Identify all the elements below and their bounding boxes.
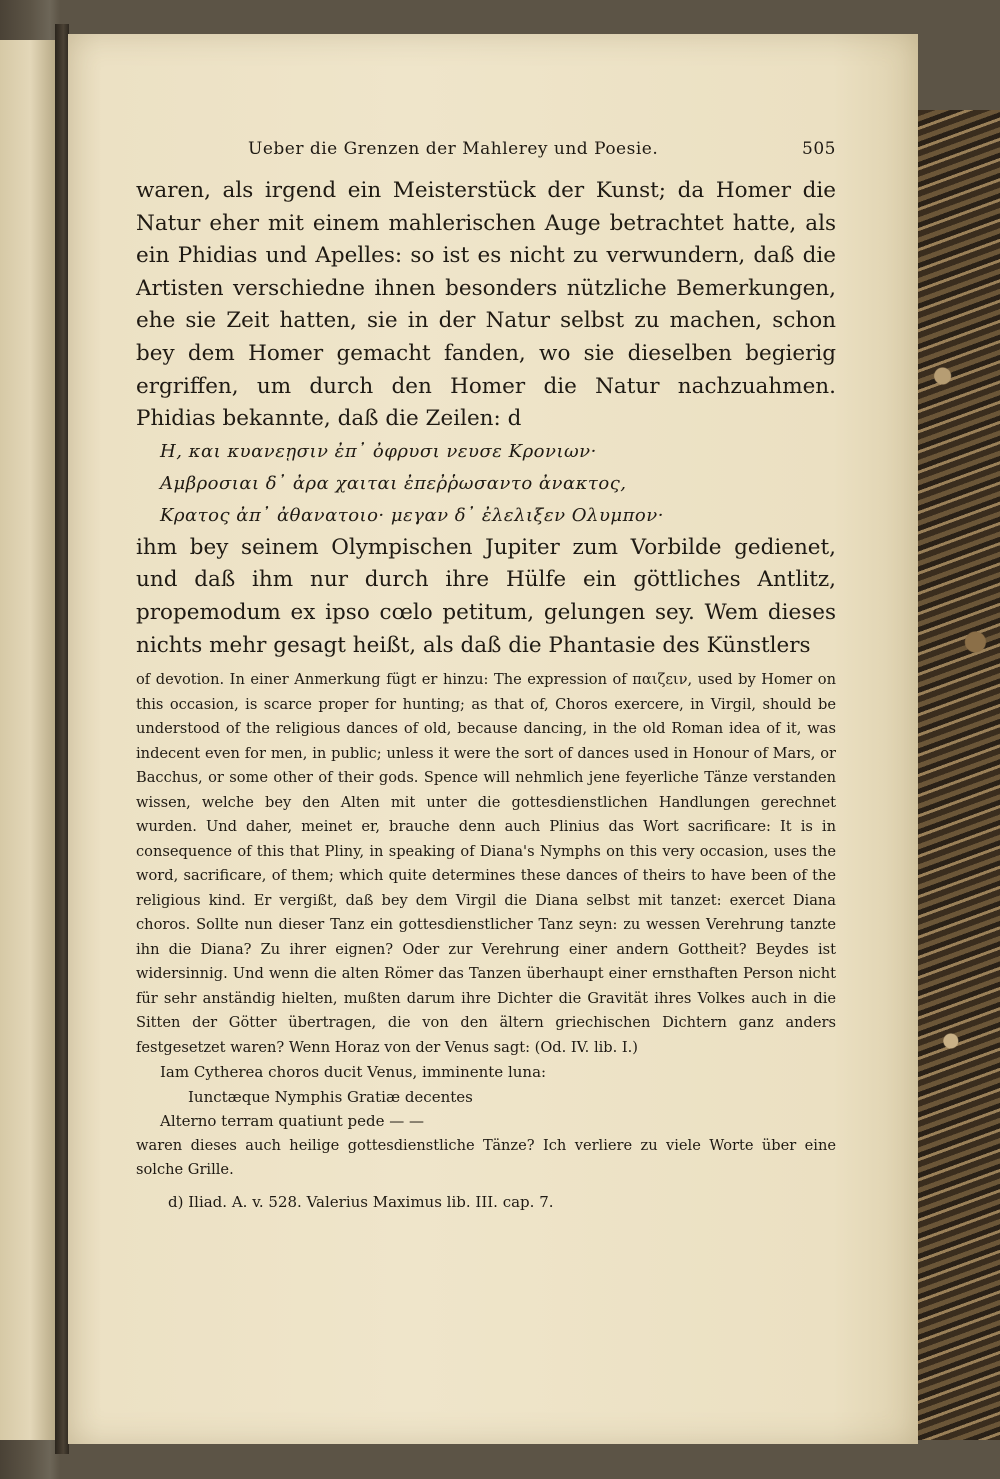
greek-quote (136, 436, 836, 532)
book-gutter (55, 24, 69, 1454)
greek-line-2: Αμβροσιαι δ᾽ ἀρα χαιται ἐπεῤῥωσαντο ἀνακτος, (160, 472, 627, 494)
greek-line-1: Η, και κυανεῃσιν ἐπ᾽ ὀφρυσι νευσε Κρονιων· (160, 440, 597, 462)
running-title: Ueber die Grenzen der Mahlerey und Poesie. (248, 139, 659, 159)
book-page (68, 34, 918, 1444)
running-header (136, 139, 836, 159)
marbled-cover (915, 110, 1000, 1440)
note-paragraph: of devotion. In einer Anmerkung fügt er hinzu: The expression of παιζειν, used by Homer on this occasion, is scarce proper for hunting; as that of, Choros exercere, in Virgil, should be understood of the religious dances of old, because dancing, in the old Roman idea of it, was indecent even for men, in public; unless it were the sort of dances used in Honour of Mars, or Bacchus, or some other of their gods. Spence will nehmlich jene feyerliche Tänze verstanden wissen, welche bey den Alten mit unter die gottesdienstlichen Handlungen gerechnet wurden. Und daher, meinet er, brauche denn auch Plinius das Wort sacrificare: It is in consequence of this that Pliny, in speaking of Diana's Nymphs on this very occasion, uses the word, sacrificare, of them; which quite determines these dances of theirs to have been of the religious kind. Er vergißt, daß bey dem Virgil die Diana selbst mit tanzet: exercet Diana choros. Sollte nun dieser Tanz ein gottesdienstlicher Tanz seyn: zu wessen Verehrung tanzte ihn die Diana? Zu ihrer eignen? Oder zur Verehrung einer andern Gottheit? Beydes ist widersinnig. Und wenn die alten Römer das Tanzen überhaupt einer ernsthaften Person nicht für sehr anständig hielten, mußten darum ihre Dichter die Gravität ihres Volkes auch in die Sitten der Götter übertragen, die von den ältern griechischen Dichtern ganz anders festgesetzet waren? Wenn Horaz von der Venus sagt: (Od. IV. lib. I.) (136, 671, 836, 1056)
facing-page-edge (0, 40, 57, 1440)
page-number: 505 (802, 139, 836, 159)
paragraph-1: waren, als irgend ein Meisterstück der Kunst; da Homer die Natur eher mit einem mahlerischen Auge betrachtet hatte, als ein Phidias und Apelles: so ist es nicht zu verwundern, daß die Artisten verschiedne ihnen besonders nützliche Bemerkungen, ehe sie Zeit hatten, sie in der Natur selbst zu machen, schon bey dem Homer gemacht fanden, wo sie dieselben begierig ergriffen, um durch den Homer die Natur nachzuahmen. Phidias bekannte, daß die Zeilen: d (136, 178, 836, 432)
footnote: d) Iliad. A. v. 528. Valerius Maximus lib. III. cap. 7. (168, 1192, 554, 1211)
latin-quote (136, 1060, 836, 1134)
greek-line-3: Κρατος ἀπ᾽ ἀθανατοιο· μεγαν δ᾽ ἐλελιξεν Ολυμπον· (160, 504, 664, 526)
main-text-continued (136, 532, 836, 662)
text-block (136, 139, 836, 1215)
note-text (136, 668, 836, 1060)
paragraph-2: ihm bey seinem Olympischen Jupiter zum Vorbilde gedienet, und daß ihm nur durch ihre Hülfe ein göttliches Antlitz, propemodum ex ipso cœlo petitum, gelungen sey. Wem dieses nichts mehr gesagt heißt, als daß die Phantasie des Künstlers (136, 534, 836, 658)
after-quote-text: waren dieses auch heilige gottesdienstliche Tänze? Ich verliere zu viele Worte über eine solche Grille. (136, 1136, 836, 1179)
latin-line-2: Iunctæque Nymphis Gratiæ decentes (188, 1087, 473, 1106)
latin-line-3: Alterno terram quatiunt pede — — (160, 1112, 424, 1131)
latin-line-1: Iam Cytherea choros ducit Venus, imminente luna: (160, 1063, 547, 1082)
main-text (136, 175, 836, 436)
